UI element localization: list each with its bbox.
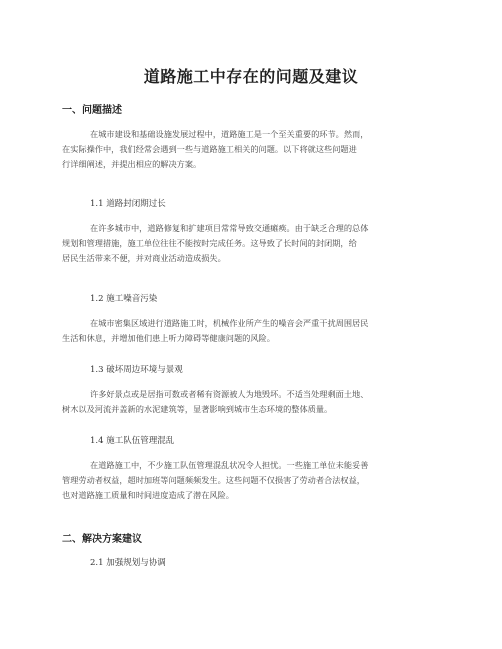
subheading-1-3: 1.3 破坏周边环境与景观 — [90, 365, 183, 375]
paragraph-line: 在道路施工中，不少施工队伍管理混乱状况令人担忧。一些施工单位未能妥善 — [90, 460, 369, 470]
paragraph-line: 生活和休息，并增加他们患上听力障碍等健康问题的风险。 — [62, 333, 275, 343]
paragraph-line: 在城市建设和基础设施发展过程中，道路施工是一个至关重要的环节。然而， — [90, 129, 369, 139]
subheading-2-1: 2.1 加强规划与协调 — [90, 558, 166, 568]
section-heading-problem-description: 一、问题描述 — [62, 105, 122, 116]
subheading-1-1: 1.1 道路封闭期过长 — [90, 199, 166, 209]
paragraph-line: 树木以及河流并盖新的水泥建筑等，显著影响到城市生态环境的整体质量。 — [62, 404, 333, 414]
paragraph-line: 在城市密集区域进行道路施工时，机械作业所产生的噪音会严重干扰周围居民 — [90, 318, 369, 328]
paragraph-line: 行详细阐述，并提出相应的解决方案。 — [62, 159, 202, 169]
subheading-1-2: 1.2 施工噪音污染 — [90, 294, 158, 304]
paragraph-line: 在许多城市中，道路修复和扩建项目常常导致交通瘫痪。由于缺乏合理的总体 — [90, 223, 369, 233]
paragraph-line: 也对道路施工质量和时间进度造成了潜在风险。 — [62, 490, 234, 500]
paragraph-1-3 — [62, 387, 448, 417]
paragraph-1-2 — [62, 316, 448, 346]
paragraph-line: 许多好景点或是居指可数或者稀有资源被人为地毁坏。不适当处理剩面土地、 — [90, 389, 369, 399]
section-heading-solution-suggestions: 二、解决方案建议 — [62, 534, 142, 545]
document-title: 道路施工中存在的问题及建议 — [143, 67, 359, 86]
paragraph-line: 居民生活带来不便，并对商业活动造成损失。 — [62, 253, 226, 263]
intro-paragraph — [62, 127, 448, 172]
paragraph-line: 规划和管理措施，施工单位往往不能按时完成任务。这导致了长时间的封闭期，给 — [62, 238, 357, 248]
paragraph-line: 在实际操作中，我们经常会遇到一些与道路施工相关的问题。以下将就这些问题进 — [62, 144, 357, 154]
paragraph-line: 管理劳动者权益，超时加班等问题频频发生。这些问题不仅损害了劳动者合法权益， — [62, 475, 365, 485]
subheading-1-4: 1.4 施工队伍管理混乱 — [90, 436, 175, 446]
paragraph-1-4 — [62, 458, 448, 503]
paragraph-1-1 — [62, 221, 448, 266]
